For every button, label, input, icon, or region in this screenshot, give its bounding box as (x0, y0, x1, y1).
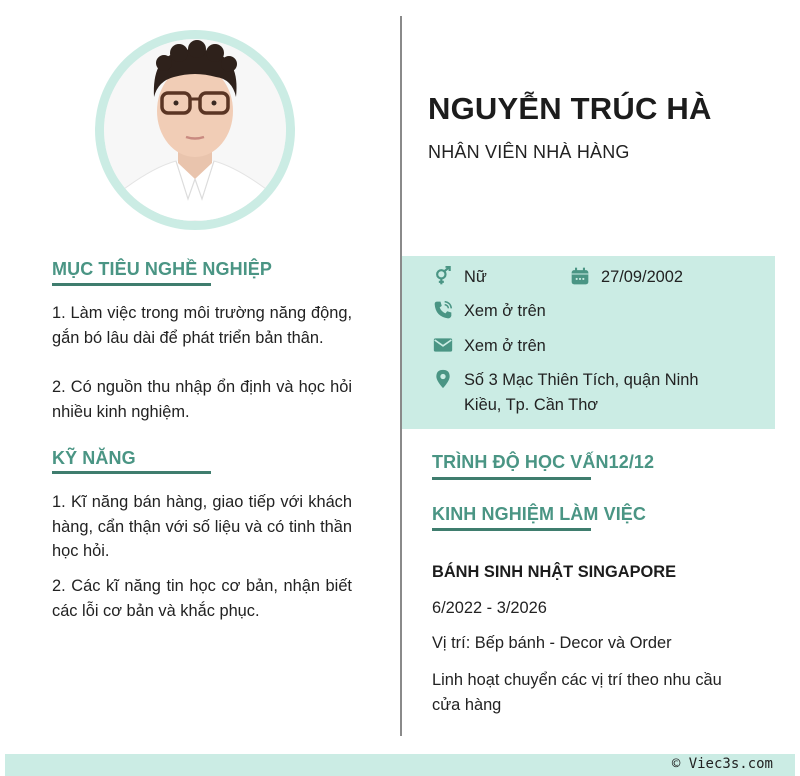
phone-value: Xem ở trên (464, 302, 546, 320)
objective-heading: MỤC TIÊU NGHỀ NGHIỆP (52, 259, 273, 279)
experience-underline (432, 528, 591, 531)
education-underline (432, 477, 591, 480)
objective-item: 1. Làm việc trong môi trường năng động, gắn bó lâu dài để phát triển bản thân. (52, 304, 352, 347)
skills-heading: KỸ NĂNG (52, 448, 136, 468)
skill-item: 2. Các kĩ năng tin học cơ bản, nhận biết các lỗi cơ bản và khắc phục. (52, 577, 352, 620)
education-heading: TRÌNH ĐỘ HỌC VẤN12/12 (432, 452, 655, 472)
email-row (432, 334, 546, 359)
company-name: BÁNH SINH NHẬT SINGAPORE (432, 563, 677, 581)
footer-bar (5, 754, 795, 776)
skills-underline (52, 471, 211, 474)
objective-underline (52, 283, 211, 286)
contact-panel (402, 256, 775, 429)
candidate-name: NGUYỄN TRÚC HÀ (428, 91, 712, 126)
avatar (104, 39, 286, 221)
job-position: Vị trí: Bếp bánh - Decor và Order (432, 634, 672, 652)
birthday-value: 27/09/2002 (601, 268, 684, 286)
job-description: Linh hoạt chuyển các vị trí theo nhu cầu cửa hàng (432, 671, 722, 714)
job-period: 6/2022 - 3/2026 (432, 599, 547, 617)
email-value: Xem ở trên (464, 337, 546, 355)
address-row (432, 368, 722, 417)
phone-row (432, 299, 546, 324)
skill-item: 1. Kĩ năng bán hàng, giao tiếp với khách hàng, cẩn thận với số liệu và có tinh thần học hỏi. (52, 493, 352, 560)
gender-icon (432, 265, 454, 287)
copyright-text: © Viec3s.com (671, 756, 773, 772)
calendar-icon (569, 265, 591, 287)
job-title: NHÂN VIÊN NHÀ HÀNG (428, 142, 630, 162)
experience-heading: KINH NGHIỆM LÀM VIỆC (432, 504, 647, 524)
phone-icon (432, 299, 454, 321)
profile-photo (104, 39, 286, 221)
address-value: Số 3 Mạc Thiên Tích, quận Ninh Kiều, Tp. Cần Thơ (464, 371, 699, 414)
avatar-ring (95, 30, 295, 230)
email-icon (432, 334, 454, 356)
objective-item: 2. Có nguồn thu nhập ổn định và học hỏi nhiều kinh nghiệm. (52, 378, 352, 421)
gender-value: Nữ (464, 268, 487, 286)
gender-row (432, 265, 487, 290)
birthday-row (569, 265, 683, 290)
map-pin-icon (432, 368, 454, 390)
